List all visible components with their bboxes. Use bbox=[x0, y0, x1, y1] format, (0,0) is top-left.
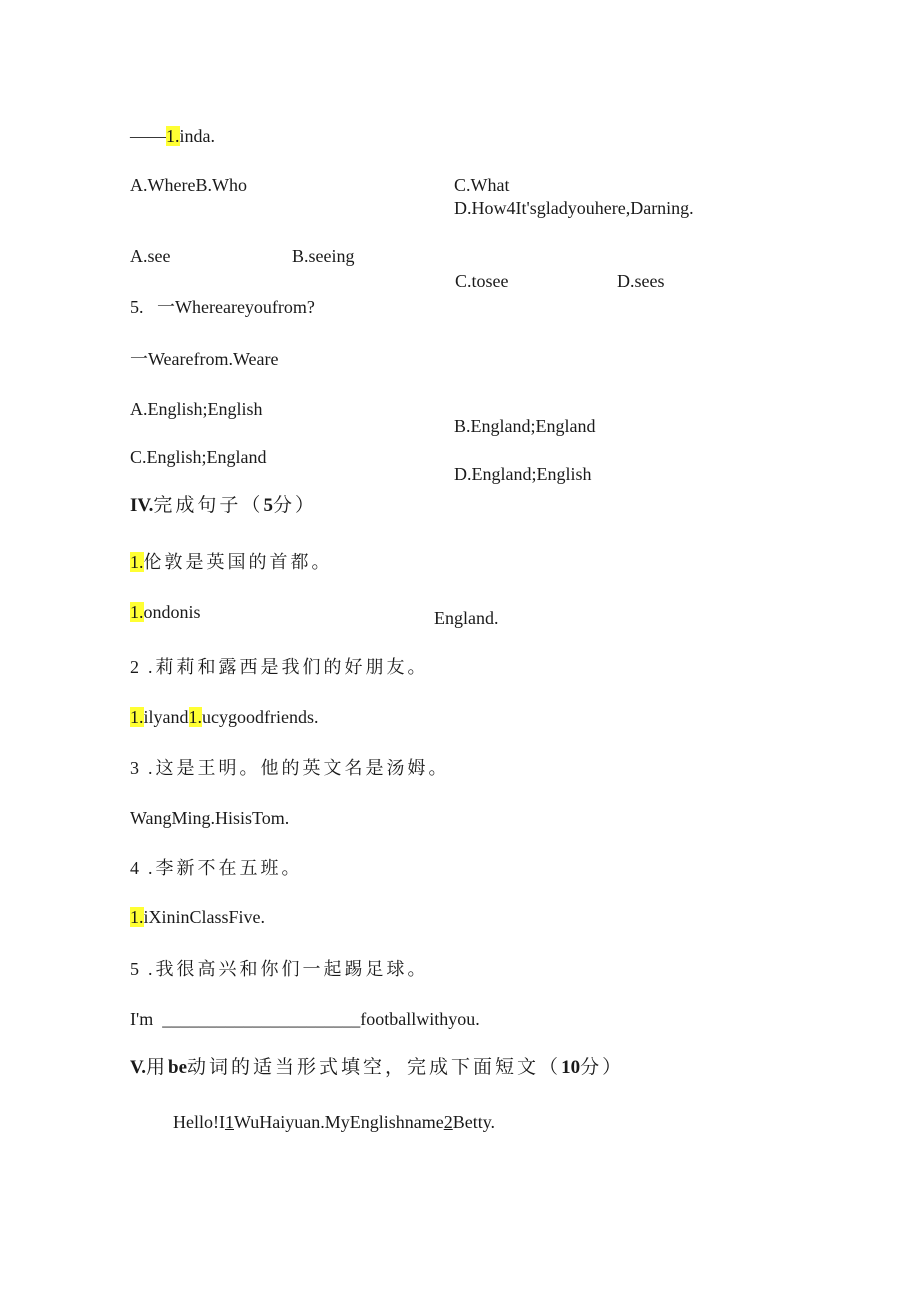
sentence-1-english: 1.ondonis bbox=[130, 602, 201, 622]
blank-1[interactable]: 1 bbox=[224, 1112, 234, 1132]
sentence-3-english: WangMing.HisisTom. bbox=[130, 808, 290, 828]
sentence-4-english: 1.iXininClassFive. bbox=[130, 907, 266, 927]
sentence-5-english: I'm ______________________footballwithyou. bbox=[130, 1009, 480, 1029]
question-5: 5. 一Whereareyoufrom? bbox=[130, 297, 315, 317]
sentence-1-english-end: England. bbox=[434, 608, 499, 628]
option-d: D.sees bbox=[617, 271, 665, 291]
option-b: B.England;England bbox=[454, 416, 596, 436]
answer-blank[interactable]: ______________________ bbox=[162, 1009, 361, 1029]
sentence-5-chinese: 5 .我很高兴和你们一起踢足球。 bbox=[130, 959, 429, 979]
dash: —— bbox=[130, 126, 166, 146]
blank-2[interactable]: 2 bbox=[443, 1112, 453, 1132]
section-heading-v: V.用be动词的适当形式填空，完成下面短文（10分） bbox=[130, 1057, 625, 1078]
option-b: B.seeing bbox=[292, 246, 355, 266]
option-d: D.England;English bbox=[454, 464, 592, 484]
sentence-4-chinese: 4 .李新不在五班。 bbox=[130, 858, 303, 878]
answer-line-q4: ——1.inda. bbox=[130, 126, 215, 146]
option-a: A.English;English bbox=[130, 399, 263, 419]
option-c: C.What bbox=[454, 175, 510, 195]
option-a: A.see bbox=[130, 246, 171, 266]
option-c: C.tosee bbox=[455, 271, 509, 291]
highlight-marker: 1. bbox=[166, 126, 180, 146]
sentence-3-chinese: 3 .这是王明。他的英文名是汤姆。 bbox=[130, 758, 450, 778]
sentence-2-chinese: 2 .莉莉和露西是我们的好朋友。 bbox=[130, 657, 429, 677]
answer-line-q5: 一Wearefrom.Weare bbox=[130, 349, 279, 369]
option-ab: A.WhereB.Who bbox=[130, 175, 247, 195]
section-heading-iv: IV.完成句子（5分） bbox=[130, 495, 317, 516]
sentence-1-chinese: 1.伦敦是英国的首都。 bbox=[130, 552, 333, 572]
option-c: C.English;England bbox=[130, 447, 267, 467]
option-d-and-next-question: D.How4It'sgladyouhere,Darning. bbox=[454, 198, 694, 218]
sentence-2-english: 1.ilyand1.ucygoodfriends. bbox=[130, 707, 319, 727]
passage-line-1: Hello!I1WuHaiyuan.MyEnglishname2Betty. bbox=[173, 1112, 496, 1132]
